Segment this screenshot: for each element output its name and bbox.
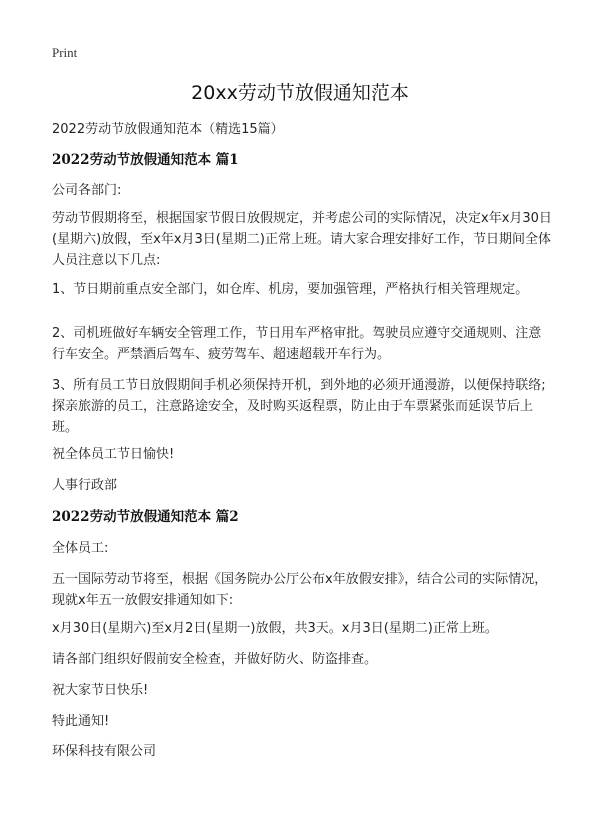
section1-point1: 1、节日期前重点安全部门，如仓库、机房，要加强管理，严格执行相关管理规定。 bbox=[52, 282, 529, 297]
section2-company: 环保科技有限公司 bbox=[52, 744, 157, 759]
section2-notice: 特此通知! bbox=[52, 714, 110, 729]
document-title: 20xx劳动节放假通知范本 bbox=[191, 82, 409, 104]
section1-greeting: 公司各部门: bbox=[52, 183, 122, 198]
section1-point2: 2、司机班做好车辆安全管理工作，节日用车严格审批。驾驶员应遵守交通规则、注意行车安全。严禁酒后驾车、疲劳驾车、超速超载开车行为。 bbox=[52, 326, 542, 362]
section2-heading: 2022劳动节放假通知范本 篇2 bbox=[52, 509, 239, 525]
section1-wish: 祝全体员工节日愉快! bbox=[52, 447, 175, 462]
section2-greeting: 全体员工: bbox=[52, 541, 109, 556]
section1-signature: 人事行政部 bbox=[52, 478, 118, 493]
document-subtitle: 2022劳动节放假通知范本（精选15篇） bbox=[52, 122, 284, 137]
section2-intro: 五一国际劳动节将至，根据《国务院办公厅公布x年放假安排》，结合公司的实际情况，现就x年五一放假安排通知如下: bbox=[52, 572, 548, 608]
section2-schedule: x月30日(星期六)至x月2日(星期一)放假，共3天。x月3日(星期二)正常上班。 bbox=[52, 621, 498, 636]
section1-intro: 劳动节假期将至，根据国家节假日放假规定，并考虑公司的实际情况，决定x年x月30日(星期六)放假，至x年x月3日(星期二)正常上班。请大家合理安排好工作，节日期间全体人员注意以下几点: bbox=[52, 211, 552, 268]
section1-heading: 2022劳动节放假通知范本 篇1 bbox=[52, 152, 239, 168]
print-link[interactable]: Print bbox=[52, 45, 78, 60]
section2-instruction: 请各部门组织好假前安全检查，并做好防火、防盗排查。 bbox=[52, 652, 378, 667]
section1-point3: 3、所有员工节日放假期间手机必须保持开机，到外地的必须开通漫游，以便保持联络;探亲旅游的员工，注意路途安全，及时购买返程票，防止由于车票紧张而延误节后上班。 bbox=[52, 378, 546, 435]
section2-wish: 祝大家节日快乐! bbox=[52, 683, 149, 698]
